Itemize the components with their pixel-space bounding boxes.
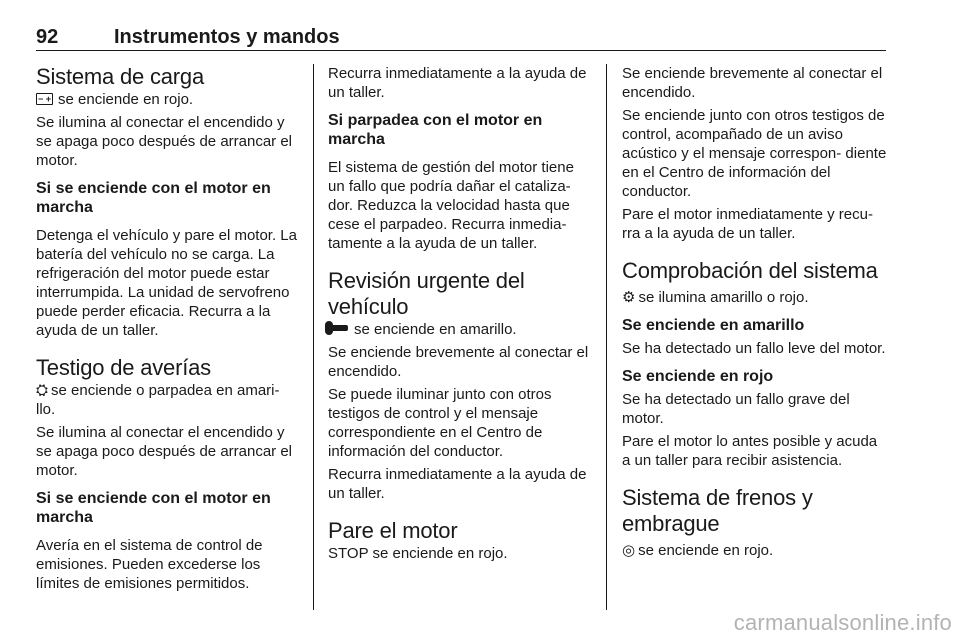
paragraph: Se puede iluminar junto con otros testigos de control y el mensaje correspondiente en el Centro de información del conductor. [328,386,552,460]
paragraph: Se ha detectado un fallo leve del motor. [622,340,886,357]
paragraph: Pare el motor inmediatamente y recu- rra a la ayuda de un taller. [622,206,873,242]
column-2 [328,64,593,563]
paragraph: Recurra inmediatamente a la ayuda de un taller. [328,65,587,101]
paragraph: Se ilumina al conectar el encendido y se apaga poco después de arrancar el motor. [36,424,293,479]
wrench-icon [328,325,348,331]
subheading: Se enciende en amarillo [622,317,805,334]
page-header [36,26,886,51]
subheading: Si se enciende con el motor en marcha [36,180,271,216]
paragraph: Se ha detectado un fallo grave del motor. [622,391,850,427]
subheading: Si se enciende con el motor en marcha [36,490,271,526]
heading-pare-el-motor: Pare el motor [328,518,458,543]
heading-testigo-de-averias: Testigo de averías [36,355,211,380]
revision-indicator-line: se enciende en amarillo. [328,320,593,339]
gear-icon: ⚙ [622,289,636,306]
carga-indicator-line: − +se enciende en rojo. [36,90,301,109]
battery-icon [36,93,53,105]
paragraph: Pare el motor lo antes posible y acuda a un taller para recibir asistencia. [622,433,878,469]
heading-sistema-de-frenos: Sistema de frenos y embrague [622,485,813,536]
paragraph: El sistema de gestión del motor tiene un fallo que podría dañar el cataliza- dor. Reduzca la velocidad hasta que cese el parpadeo. Recurra inmedia- tamente a la ayuda de un taller. [328,159,574,252]
running-title: Instrumentos y mandos [114,26,340,48]
column-3 [622,64,888,560]
watermark: carmanualsonline.info [733,610,952,635]
paragraph: Se ilumina al conectar el encendido y se apaga poco después de arrancar el motor. [36,114,293,169]
brake-icon: ◎ [622,542,636,559]
column-divider [313,64,314,610]
subheading: Si parpadea con el motor en marcha [328,112,543,148]
frenos-indicator-line: ◎ se enciende en rojo. [622,542,774,559]
heading-comprobacion-del-sistema: Comprobación del sistema [622,258,878,283]
paragraph: Recurra inmediatamente a la ayuda de un taller. [328,466,587,502]
engine-icon: ⛭ [36,382,49,399]
subheading: Se enciende en rojo [622,368,774,385]
comprobacion-indicator-line: ⚙ se ilumina amarillo o rojo. [622,289,809,306]
paragraph: Avería en el sistema de control de emisiones. Pueden excederse los límites de emisiones permitidos. [36,537,263,592]
averias-indicator-line: ⛭ se enciende o parpadea en amari- llo. [36,382,280,418]
paragraph: STOP se enciende en rojo. [328,545,508,562]
paragraph: Detenga el vehículo y pare el motor. La batería del vehículo no se carga. La refrigeración del motor puede estar interrumpida. La unidad de servofreno puede perder eficacia. Recurra a la ayuda de un taller. [36,227,297,339]
column-1 [36,64,301,593]
paragraph: Se enciende brevemente al conectar el encendido. [328,344,589,380]
page-number: 92 [36,26,59,48]
heading-sistema-de-carga: Sistema de carga [36,64,204,89]
heading-revision-urgente: Revisión urgente del vehículo [328,268,525,319]
paragraph: Se enciende brevemente al conectar el encendido. [622,65,883,101]
paragraph: Se enciende junto con otros testigos de control, acompañado de un aviso acústico y el mensaje correspon- diente en el Centro de información del conductor. [622,107,887,200]
column-divider [606,64,607,610]
